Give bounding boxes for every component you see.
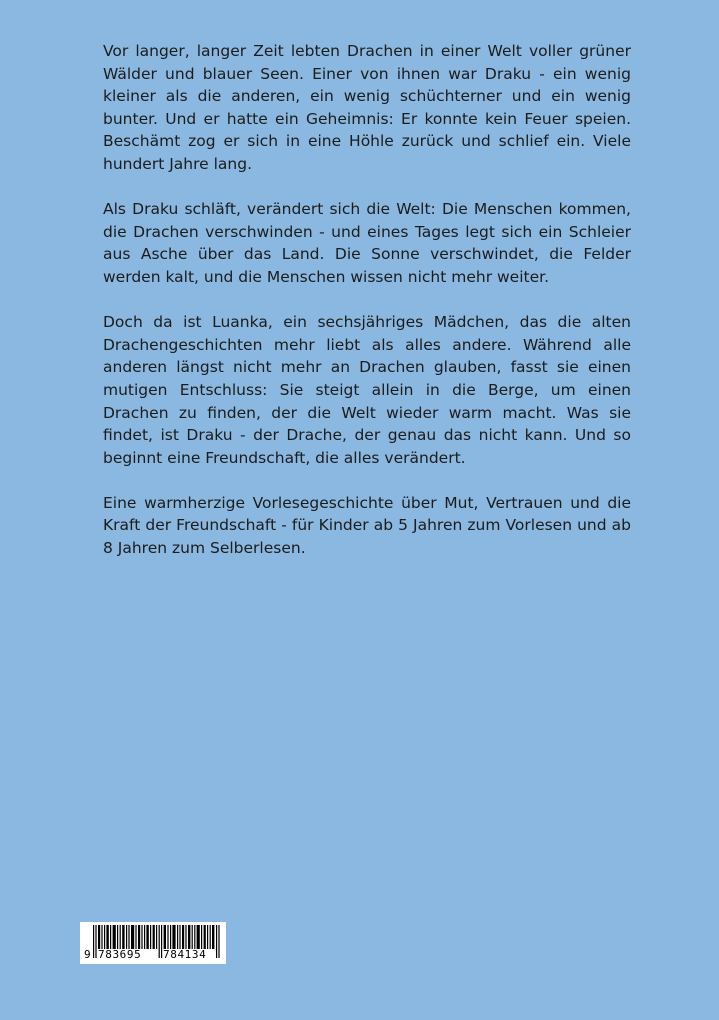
isbn-barcode	[80, 922, 226, 964]
barcode-left-digits: 783695	[98, 948, 142, 961]
blurb-paragraph-3: Doch da ist Luanka, ein sechsjähriges Mädchen, das die alten Drachengeschichten mehr liebt als alles andere. Während alle anderen längst nicht mehr an Drachen glauben, fasst sie einen mutigen Entschluss: Sie steigt allein in die Berge, um einen Drachen zu finden, der die Welt wieder warm macht. Was sie findet, ist Draku - der Drache, der genau das nicht kann. Und so beginnt eine Freundschaft, die alles verändert.	[103, 313, 631, 467]
barcode-first-digit: 9	[84, 948, 91, 961]
blurb-paragraph-4: Eine warmherzige Vorlesegeschichte über Mut, Vertrauen und die Kraft der Freundschaft - für Kinder ab 5 Jahren zum Vorlesen und ab 8 Jahren zum Selberlesen.	[103, 493, 631, 558]
blurb-paragraph-1: Vor langer, langer Zeit lebten Drachen in einer Welt voller grüner Wälder und blauer Seen. Einer von ihnen war Draku - ein wenig kleiner als die anderen, ein wenig schüchterner und ein wenig bunter. Und er hatte ein Geheimnis: Er konnte kein Feuer speien. Beschämt zog er sich in eine Höhle zurück und schlief ein. Viele hundert Jahre lang.	[103, 42, 631, 173]
back-cover-blurb	[103, 40, 631, 582]
blurb-paragraph-2: Als Draku schläft, verändert sich die Welt: Die Menschen kommen, die Drachen verschwinden - und eines Tages legt sich ein Schleier aus Asche über das Land. Die Sonne verschwindet, die Felder werden kalt, und die Menschen wissen nicht mehr weiter.	[103, 200, 631, 286]
barcode-right-digits: 784134	[163, 948, 207, 961]
